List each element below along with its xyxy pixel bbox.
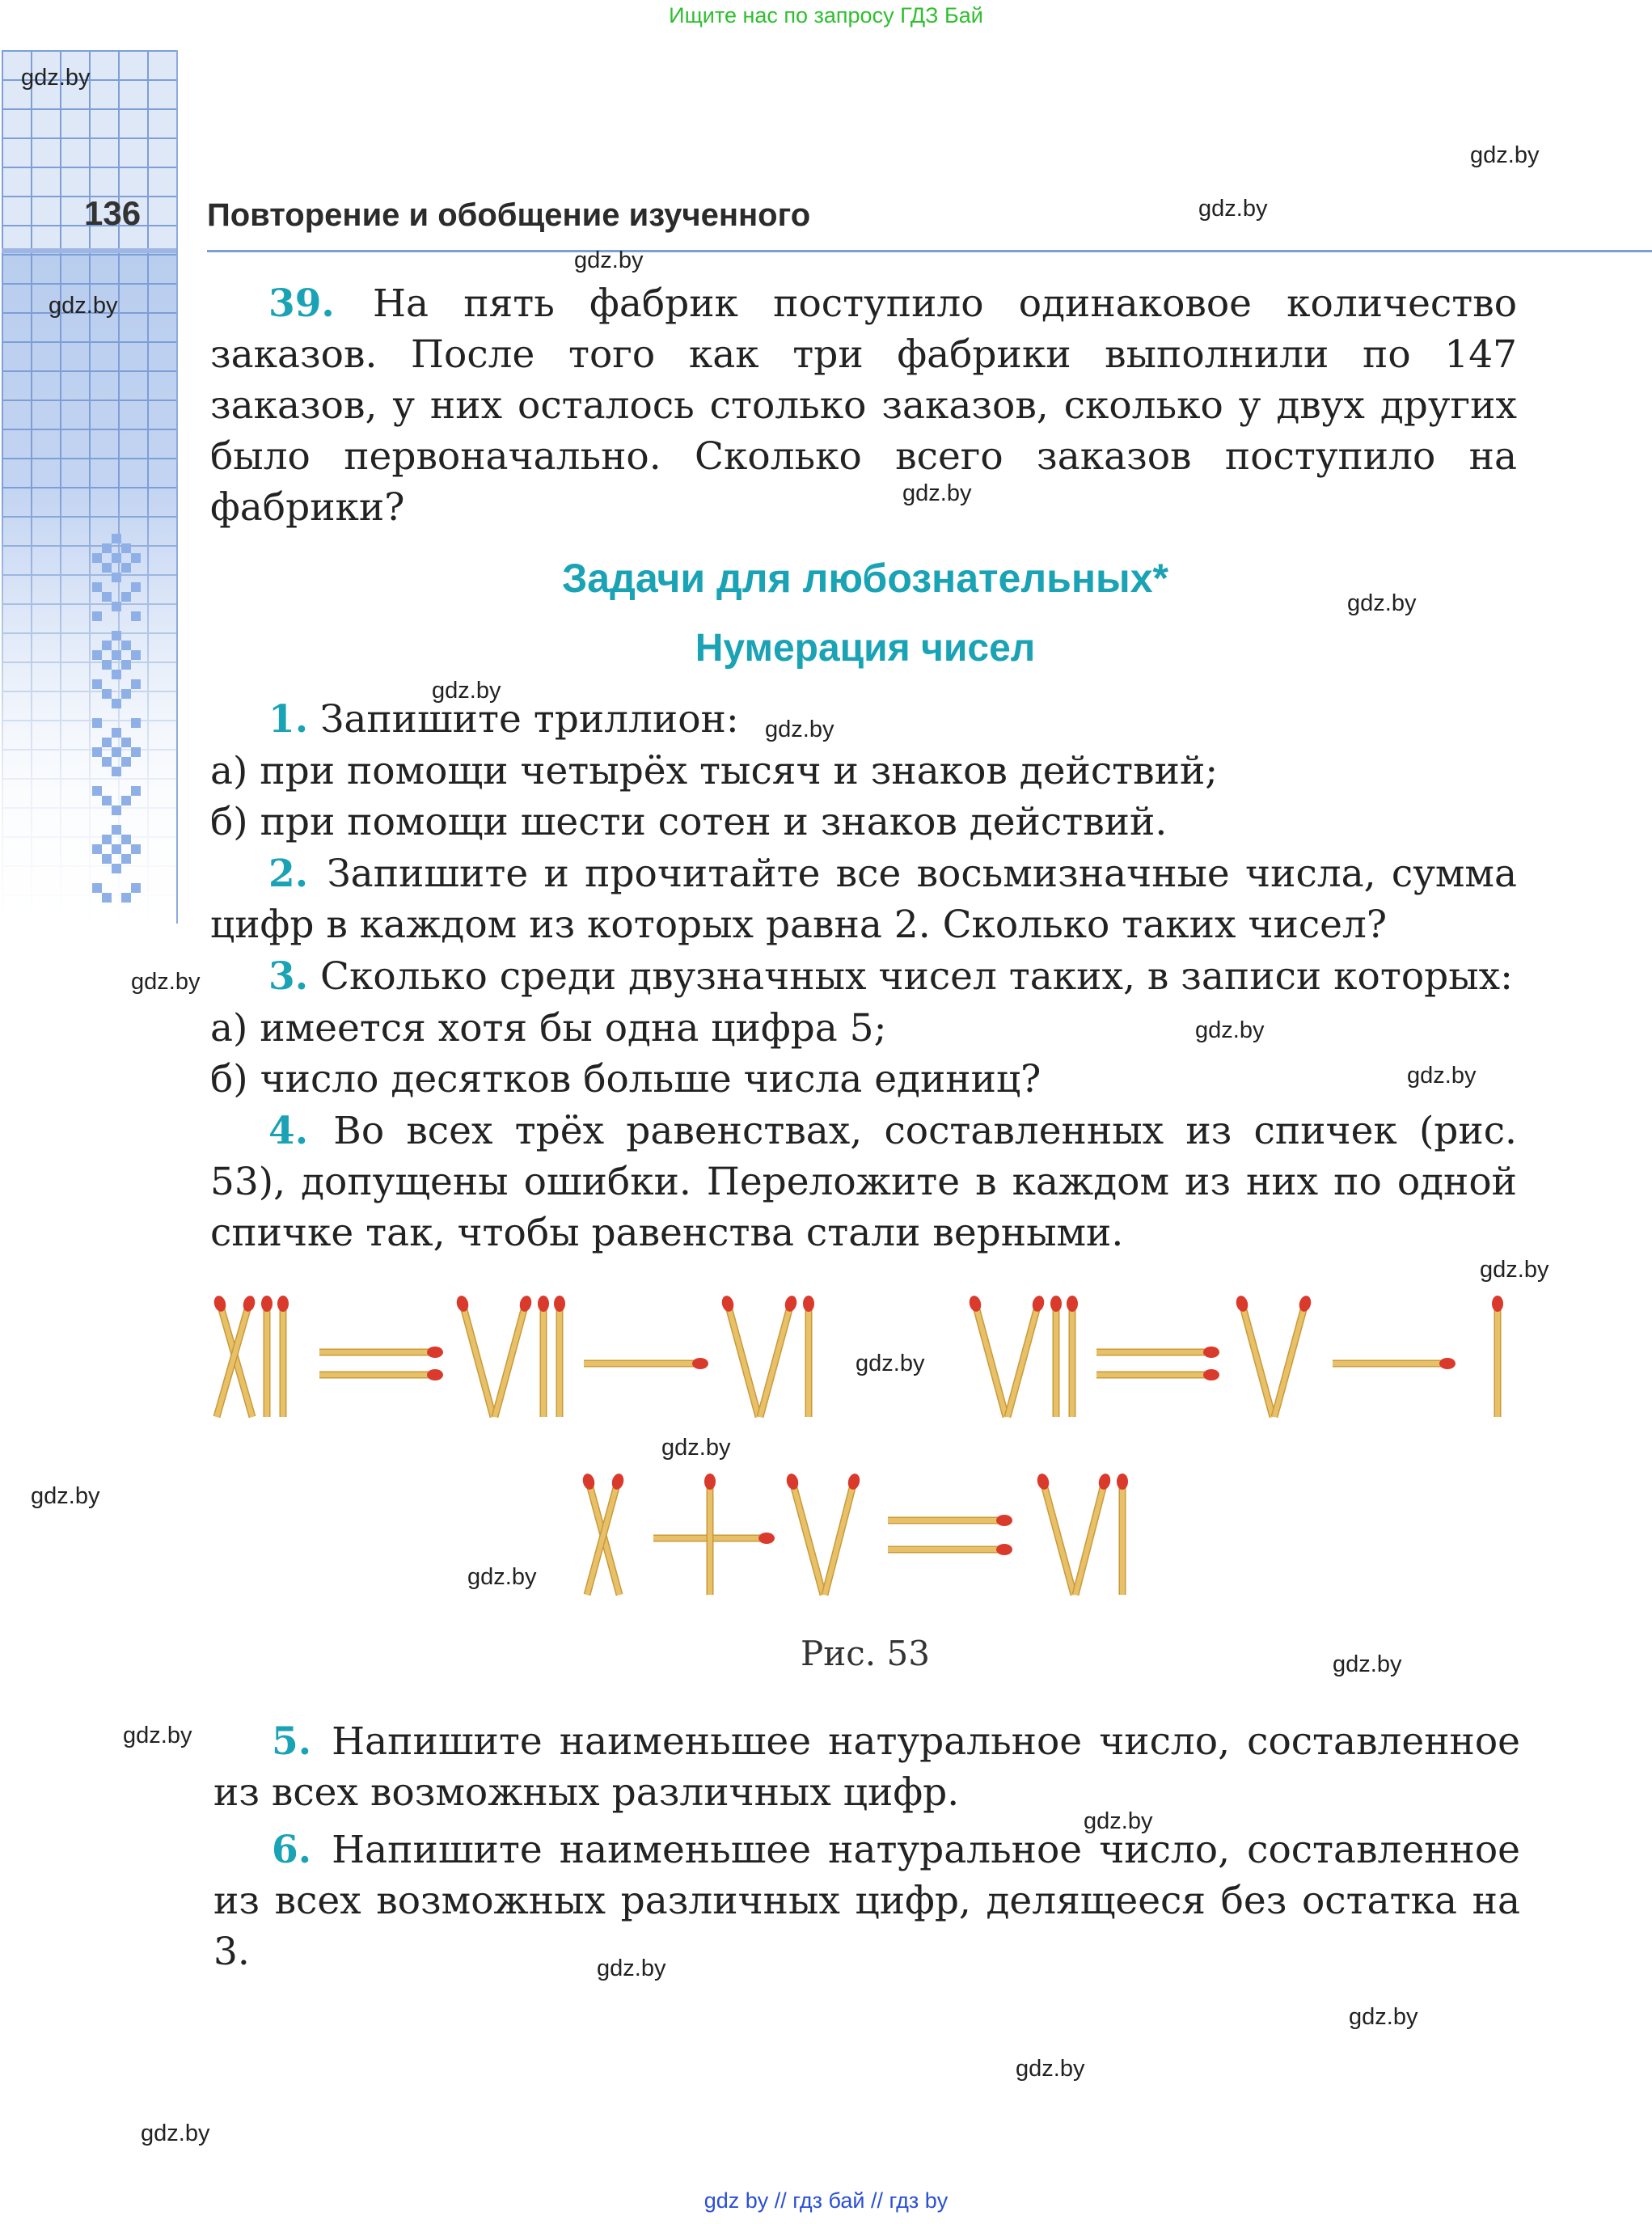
- page-number: 136: [84, 194, 142, 232]
- watermark: gdz.by: [1407, 1063, 1477, 1089]
- task-39-number: 39.: [268, 281, 335, 326]
- matchstick: [803, 1296, 814, 1417]
- watermark: gdz.by: [1198, 196, 1268, 222]
- matchstick: [1235, 1295, 1273, 1417]
- watermark: gdz.by: [21, 65, 91, 91]
- watermark: gdz.by: [1016, 2056, 1085, 2082]
- matchstick: [1492, 1296, 1503, 1417]
- figure-caption: Рис. 53: [801, 1634, 930, 1673]
- task-5-number: 5.: [272, 1719, 312, 1764]
- watermark: gdz.by: [123, 1723, 192, 1748]
- task-1-option-a: а) при помощи четырёх тысяч и знаков действий;: [210, 749, 1219, 793]
- matchstick: [760, 1295, 798, 1417]
- matchstick: [1075, 1473, 1112, 1595]
- watermark: gdz.by: [1084, 1808, 1153, 1834]
- watermark: gdz.by: [1195, 1017, 1265, 1043]
- task-2-number: 2.: [268, 852, 309, 896]
- matchstick: [1067, 1296, 1078, 1417]
- task-3-option-b: б) число десятков больше числа единиц?: [210, 1057, 1041, 1101]
- matchstick: [1050, 1296, 1062, 1417]
- matchstick: [968, 1295, 1006, 1417]
- matchstick: [584, 1358, 708, 1369]
- matchstick: [538, 1296, 549, 1417]
- chapter-title: Повторение и обобщение изученного: [207, 197, 811, 233]
- watermark: gdz.by: [141, 2120, 210, 2146]
- equation-1-matches: [213, 1294, 814, 1417]
- watermark: gdz.by: [49, 293, 118, 319]
- task-6-number: 6.: [272, 1828, 312, 1872]
- equation-2-matches: [968, 1295, 1503, 1417]
- matchstick: [1333, 1358, 1456, 1369]
- task-4-number: 4.: [268, 1109, 309, 1153]
- matchstick: [554, 1296, 565, 1417]
- matchstick: [704, 1474, 716, 1595]
- subsection-title: Нумерация чисел: [695, 627, 1036, 670]
- watermark: gdz.by: [1480, 1257, 1549, 1283]
- task-6-text: Напишите наименьшее натуральное число, составленное из всех возможных различных цифр, делящееся без остатка на 3.: [213, 1828, 1520, 1974]
- matchstick: [720, 1295, 758, 1417]
- watermark: gdz.by: [432, 678, 501, 704]
- task-6: [213, 1824, 1520, 1977]
- matchstick: [1096, 1369, 1219, 1380]
- watermark: gdz.by: [1470, 142, 1540, 168]
- watermark: gdz.by: [1347, 590, 1417, 616]
- section-title: Задачи для любознательных*: [561, 556, 1169, 601]
- watermark: gdz.by: [1333, 1651, 1402, 1677]
- task-1-text: Запишите триллион:: [320, 697, 739, 742]
- matchstick: [653, 1533, 775, 1544]
- matchstick: [1096, 1347, 1219, 1358]
- watermark: gdz.by: [902, 480, 972, 506]
- watermark: gdz.by: [765, 717, 834, 742]
- task-3-number: 3.: [268, 954, 309, 999]
- task-4-text: Во всех трёх равенствах, составленных из спичек (рис. 53), допущены ошибки. Переложите в каждом из них по одной спичке так, чтобы равенства стали верными.: [210, 1109, 1517, 1255]
- task-39-text: На пять фабрик поступило одинаковое количество заказов. После того как три фабрики выполнили по 147 заказов, у них осталось столько заказов, сколько у двух других было первоначально. Сколько всего заказов поступило на фабрики?: [210, 281, 1517, 530]
- matchstick: [1274, 1295, 1312, 1417]
- task-1-option-b: б) при помощи шести сотен и знаков действий.: [210, 800, 1168, 844]
- watermark: gdz.by: [661, 1435, 731, 1461]
- watermark: gdz.by: [131, 969, 201, 995]
- equation-3-matches: [581, 1473, 1128, 1595]
- task-3-option-a: а) имеется хотя бы одна цифра 5;: [210, 1006, 887, 1051]
- matchstick: [455, 1295, 493, 1417]
- watermark: gdz.by: [574, 247, 644, 273]
- matchstick: [261, 1296, 273, 1417]
- matchstick: [319, 1347, 443, 1358]
- matchstick: [1008, 1295, 1046, 1417]
- matchstick: [495, 1295, 533, 1417]
- matchstick: [888, 1544, 1012, 1555]
- matchstick: [785, 1473, 823, 1595]
- top-banner[interactable]: Ищите нас по запросу ГДЗ Бай: [669, 3, 983, 27]
- task-1-number: 1.: [268, 697, 309, 742]
- matchstick: [1036, 1473, 1074, 1595]
- matchstick: [825, 1473, 861, 1595]
- footer-links[interactable]: gdz by // гдз бай // гдз by: [703, 2188, 949, 2213]
- watermark: gdz.by: [856, 1351, 925, 1376]
- watermark: gdz.by: [467, 1564, 537, 1590]
- watermark: gdz.by: [597, 1956, 666, 1981]
- watermark: gdz.by: [1349, 2004, 1418, 2030]
- watermark: gdz.by: [31, 1483, 100, 1509]
- task-2-text: Запишите и прочитайте все восьмизначные числа, сумма цифр в каждом из которых равна 2. Сколько таких чисел?: [210, 852, 1517, 947]
- task-5: [213, 1716, 1520, 1818]
- matchstick: [319, 1369, 443, 1380]
- task-5-text: Напишите наименьшее натуральное число, составленное из всех возможных различных цифр.: [213, 1719, 1520, 1815]
- matchstick: [1117, 1474, 1128, 1595]
- task-3-text: Сколько среди двузначных чисел таких, в записи которых:: [320, 954, 1513, 999]
- matchstick: [888, 1515, 1012, 1526]
- matchstick: [277, 1296, 289, 1417]
